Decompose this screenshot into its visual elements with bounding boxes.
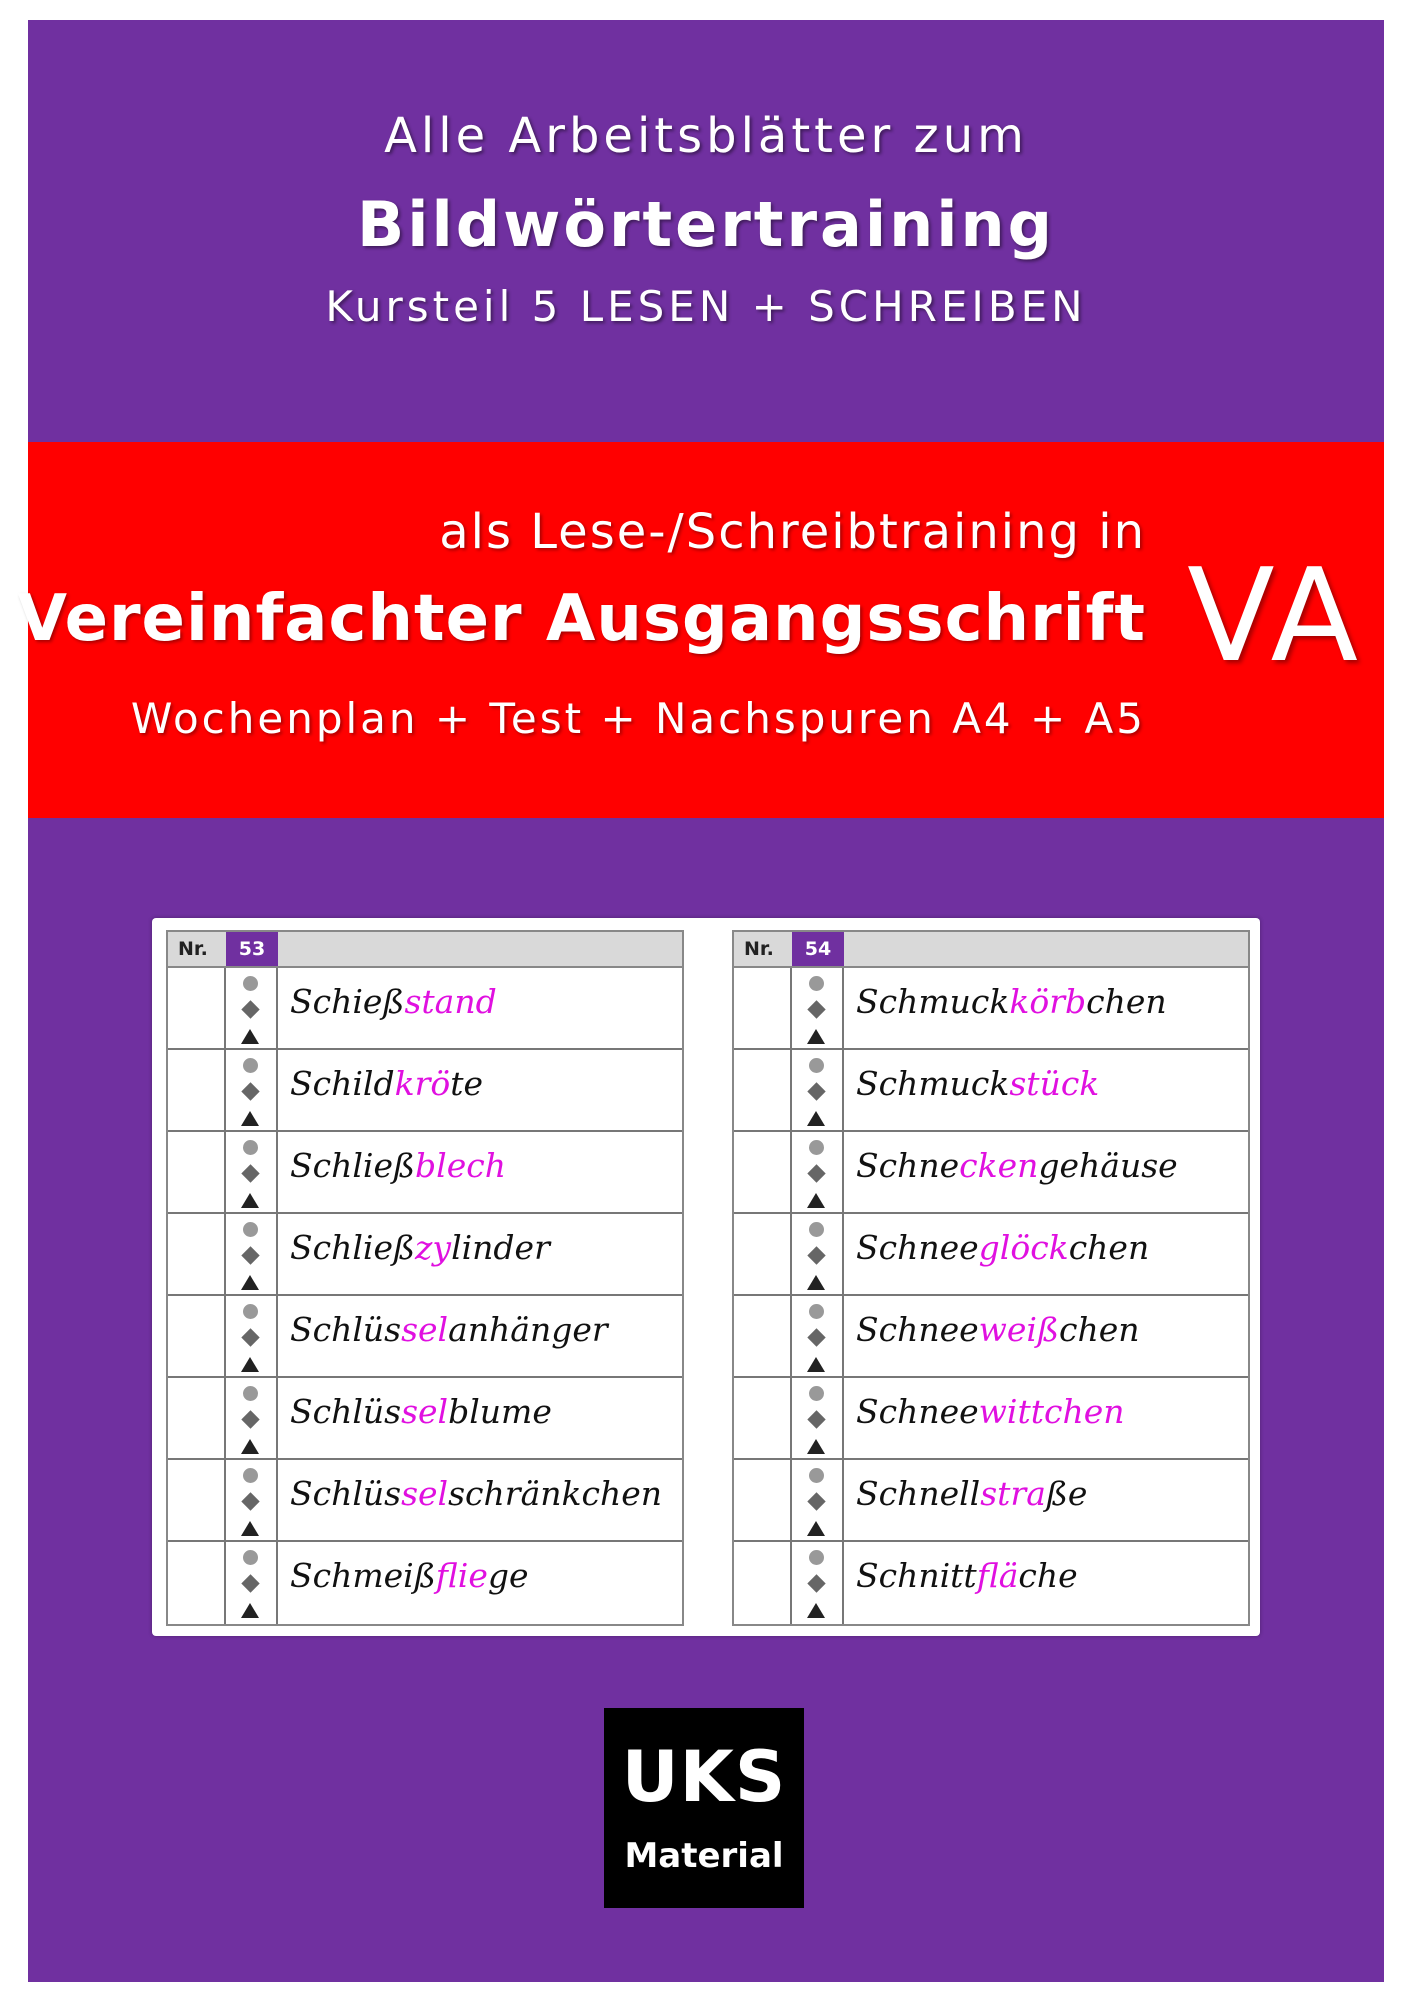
worksheet-preview <box>152 918 1260 1636</box>
cursive-word <box>290 1228 550 1267</box>
circle-icon <box>809 1222 824 1237</box>
checkbox-cell <box>734 1132 792 1212</box>
triangle-icon <box>241 1357 259 1372</box>
diamond-icon <box>241 1000 259 1018</box>
cursive-word <box>290 1310 608 1349</box>
word-part-rest: che <box>1018 1556 1078 1595</box>
word-part-highlight: cken <box>959 1146 1039 1185</box>
word-part-highlight: blech <box>415 1146 506 1185</box>
word-row <box>734 1378 1248 1460</box>
checkbox-cell <box>734 1296 792 1376</box>
diamond-icon <box>241 1574 259 1592</box>
word-row <box>168 1296 682 1378</box>
word-part-black: Schlüs <box>290 1310 402 1349</box>
word-part-highlight: sel <box>401 1310 449 1349</box>
word-part-highlight: stand <box>404 982 497 1021</box>
banner-title: Vereinfachter Ausgangsschrift <box>17 582 1146 656</box>
banner-line-1: als Lese-/Schreibtraining in <box>439 504 1146 560</box>
checkbox-cell <box>734 968 792 1048</box>
word-part-highlight: flä <box>976 1556 1019 1595</box>
cursive-word <box>290 982 497 1021</box>
word-part-black: Schild <box>290 1064 395 1103</box>
symbol-cell <box>226 1460 278 1540</box>
logo-text-material: Material <box>624 1836 784 1876</box>
circle-icon <box>243 1304 258 1319</box>
diamond-icon <box>807 1000 825 1018</box>
checkbox-cell <box>168 1460 226 1540</box>
word-part-black: Schnee <box>856 1310 979 1349</box>
symbol-cell <box>226 1050 278 1130</box>
word-part-rest: gehäuse <box>1038 1146 1178 1185</box>
word-row <box>168 1542 682 1624</box>
triangle-icon <box>807 1275 825 1290</box>
word-part-highlight: stra <box>980 1474 1046 1513</box>
diamond-icon <box>807 1328 825 1346</box>
circle-icon <box>809 1304 824 1319</box>
cover-header <box>28 20 1384 440</box>
diamond-icon <box>241 1246 259 1264</box>
cursive-word <box>290 1146 506 1185</box>
worksheet-53 <box>166 930 684 1626</box>
triangle-icon <box>241 1275 259 1290</box>
word-part-highlight: flie <box>435 1556 488 1595</box>
word-part-black: Schlüs <box>290 1392 402 1431</box>
diamond-icon <box>807 1492 825 1510</box>
diamond-icon <box>807 1410 825 1428</box>
triangle-icon <box>241 1029 259 1044</box>
checkbox-cell <box>734 1460 792 1540</box>
cursive-word <box>856 1146 1178 1185</box>
word-part-black: Schne <box>856 1146 960 1185</box>
diamond-icon <box>241 1328 259 1346</box>
circle-icon <box>243 1550 258 1565</box>
word-part-rest: blume <box>448 1392 552 1431</box>
header-line-3: Kursteil 5 LESEN + SCHREIBEN <box>325 282 1087 331</box>
word-row <box>168 1214 682 1296</box>
word-row <box>734 1460 1248 1542</box>
symbol-cell <box>792 1542 844 1624</box>
word-part-highlight: stück <box>1009 1064 1100 1103</box>
checkbox-cell <box>168 1132 226 1212</box>
word-row <box>734 968 1248 1050</box>
word-part-black: Schließ <box>290 1228 416 1267</box>
word-row <box>168 968 682 1050</box>
diamond-icon <box>241 1492 259 1510</box>
word-part-highlight: wittchen <box>978 1392 1125 1431</box>
nr-label: Nr. <box>744 938 774 960</box>
symbol-cell <box>226 1542 278 1624</box>
nr-label: Nr. <box>178 938 208 960</box>
word-row <box>734 1050 1248 1132</box>
cursive-word <box>290 1064 483 1103</box>
triangle-icon <box>241 1111 259 1126</box>
cursive-word <box>856 1228 1149 1267</box>
cursive-word <box>856 1474 1087 1513</box>
word-part-black: Schnee <box>856 1392 979 1431</box>
header-line-1: Alle Arbeitsblätter zum <box>384 108 1028 164</box>
circle-icon <box>243 1386 258 1401</box>
diamond-icon <box>807 1082 825 1100</box>
worksheet-header <box>168 930 682 968</box>
diamond-icon <box>807 1164 825 1182</box>
circle-icon <box>243 1140 258 1155</box>
word-part-highlight: sel <box>401 1392 449 1431</box>
diamond-icon <box>807 1246 825 1264</box>
uks-logo <box>604 1708 804 1908</box>
word-part-rest: chen <box>1068 1228 1150 1267</box>
circle-icon <box>809 1140 824 1155</box>
word-part-highlight: glöck <box>978 1228 1069 1267</box>
word-part-rest: chen <box>1086 982 1167 1021</box>
diamond-icon <box>241 1410 259 1428</box>
word-part-black: Schließ <box>290 1146 416 1185</box>
cursive-word <box>856 1310 1140 1349</box>
worksheet-number: 54 <box>792 932 844 966</box>
triangle-icon <box>807 1029 825 1044</box>
circle-icon <box>243 1058 258 1073</box>
circle-icon <box>809 1468 824 1483</box>
checkbox-cell <box>168 1214 226 1294</box>
cursive-word <box>856 982 1167 1021</box>
circle-icon <box>809 1058 824 1073</box>
word-part-black: Schmuck <box>856 1064 1010 1103</box>
word-part-black: Schmuck <box>856 982 1010 1021</box>
symbol-cell <box>792 1296 844 1376</box>
checkbox-cell <box>734 1378 792 1458</box>
circle-icon <box>243 1222 258 1237</box>
word-part-black: Schlüs <box>290 1474 402 1513</box>
word-part-rest: ge <box>487 1556 529 1595</box>
va-badge: VA <box>1187 542 1362 691</box>
word-part-rest: linder <box>451 1228 550 1267</box>
cursive-word <box>290 1556 529 1595</box>
red-banner <box>17 442 1384 818</box>
word-part-black: Schmeiß <box>290 1556 436 1595</box>
word-part-highlight: zy <box>415 1228 452 1267</box>
logo-text-uks: UKS <box>621 1736 787 1818</box>
symbol-cell <box>226 1132 278 1212</box>
symbol-cell <box>226 1296 278 1376</box>
word-row <box>734 1132 1248 1214</box>
triangle-icon <box>241 1193 259 1208</box>
word-part-black: Schnitt <box>856 1556 977 1595</box>
diamond-icon <box>241 1164 259 1182</box>
word-part-highlight: körb <box>1009 982 1087 1021</box>
word-row <box>168 1132 682 1214</box>
triangle-icon <box>807 1357 825 1372</box>
word-part-black: Schnee <box>856 1228 979 1267</box>
word-row <box>168 1050 682 1132</box>
circle-icon <box>809 976 824 991</box>
triangle-icon <box>807 1521 825 1536</box>
word-part-rest: te <box>450 1064 484 1103</box>
word-row <box>734 1296 1248 1378</box>
checkbox-cell <box>168 968 226 1048</box>
triangle-icon <box>241 1521 259 1536</box>
cursive-word <box>290 1474 662 1513</box>
cursive-word <box>290 1392 552 1431</box>
word-part-black: Schnell <box>856 1474 981 1513</box>
circle-icon <box>243 1468 258 1483</box>
circle-icon <box>809 1550 824 1565</box>
cursive-word <box>856 1064 1099 1103</box>
word-part-rest: chen <box>1059 1310 1140 1349</box>
worksheet-number: 53 <box>226 932 278 966</box>
word-row <box>168 1460 682 1542</box>
symbol-cell <box>792 1214 844 1294</box>
symbol-cell <box>226 968 278 1048</box>
word-part-highlight: sel <box>401 1474 449 1513</box>
word-part-rest: anhänger <box>448 1310 608 1349</box>
triangle-icon <box>241 1439 259 1454</box>
symbol-cell <box>792 1460 844 1540</box>
triangle-icon <box>807 1603 825 1618</box>
symbol-cell <box>792 1050 844 1130</box>
word-part-highlight: krö <box>394 1064 451 1103</box>
triangle-icon <box>807 1439 825 1454</box>
checkbox-cell <box>168 1542 226 1624</box>
triangle-icon <box>807 1111 825 1126</box>
header-title: Bildwörtertraining <box>356 188 1056 261</box>
circle-icon <box>809 1386 824 1401</box>
diamond-icon <box>807 1574 825 1592</box>
triangle-icon <box>807 1193 825 1208</box>
symbol-cell <box>792 1378 844 1458</box>
banner-line-3: Wochenplan + Test + Nachspuren A4 + A5 <box>130 694 1146 743</box>
word-part-highlight: weiß <box>978 1310 1060 1349</box>
word-row <box>168 1378 682 1460</box>
word-part-rest: schränkchen <box>448 1474 663 1513</box>
word-part-black: Schieß <box>290 982 405 1021</box>
worksheet-54 <box>732 930 1250 1626</box>
word-part-rest: ße <box>1045 1474 1088 1513</box>
checkbox-cell <box>734 1542 792 1624</box>
circle-icon <box>243 976 258 991</box>
checkbox-cell <box>168 1050 226 1130</box>
checkbox-cell <box>734 1214 792 1294</box>
checkbox-cell <box>168 1378 226 1458</box>
triangle-icon <box>241 1603 259 1618</box>
symbol-cell <box>792 1132 844 1212</box>
cursive-word <box>856 1392 1125 1431</box>
word-row <box>734 1214 1248 1296</box>
diamond-icon <box>241 1082 259 1100</box>
word-row <box>734 1542 1248 1624</box>
checkbox-cell <box>734 1050 792 1130</box>
symbol-cell <box>792 968 844 1048</box>
symbol-cell <box>226 1214 278 1294</box>
cursive-word <box>856 1556 1078 1595</box>
worksheet-header <box>734 930 1248 968</box>
checkbox-cell <box>168 1296 226 1376</box>
symbol-cell <box>226 1378 278 1458</box>
